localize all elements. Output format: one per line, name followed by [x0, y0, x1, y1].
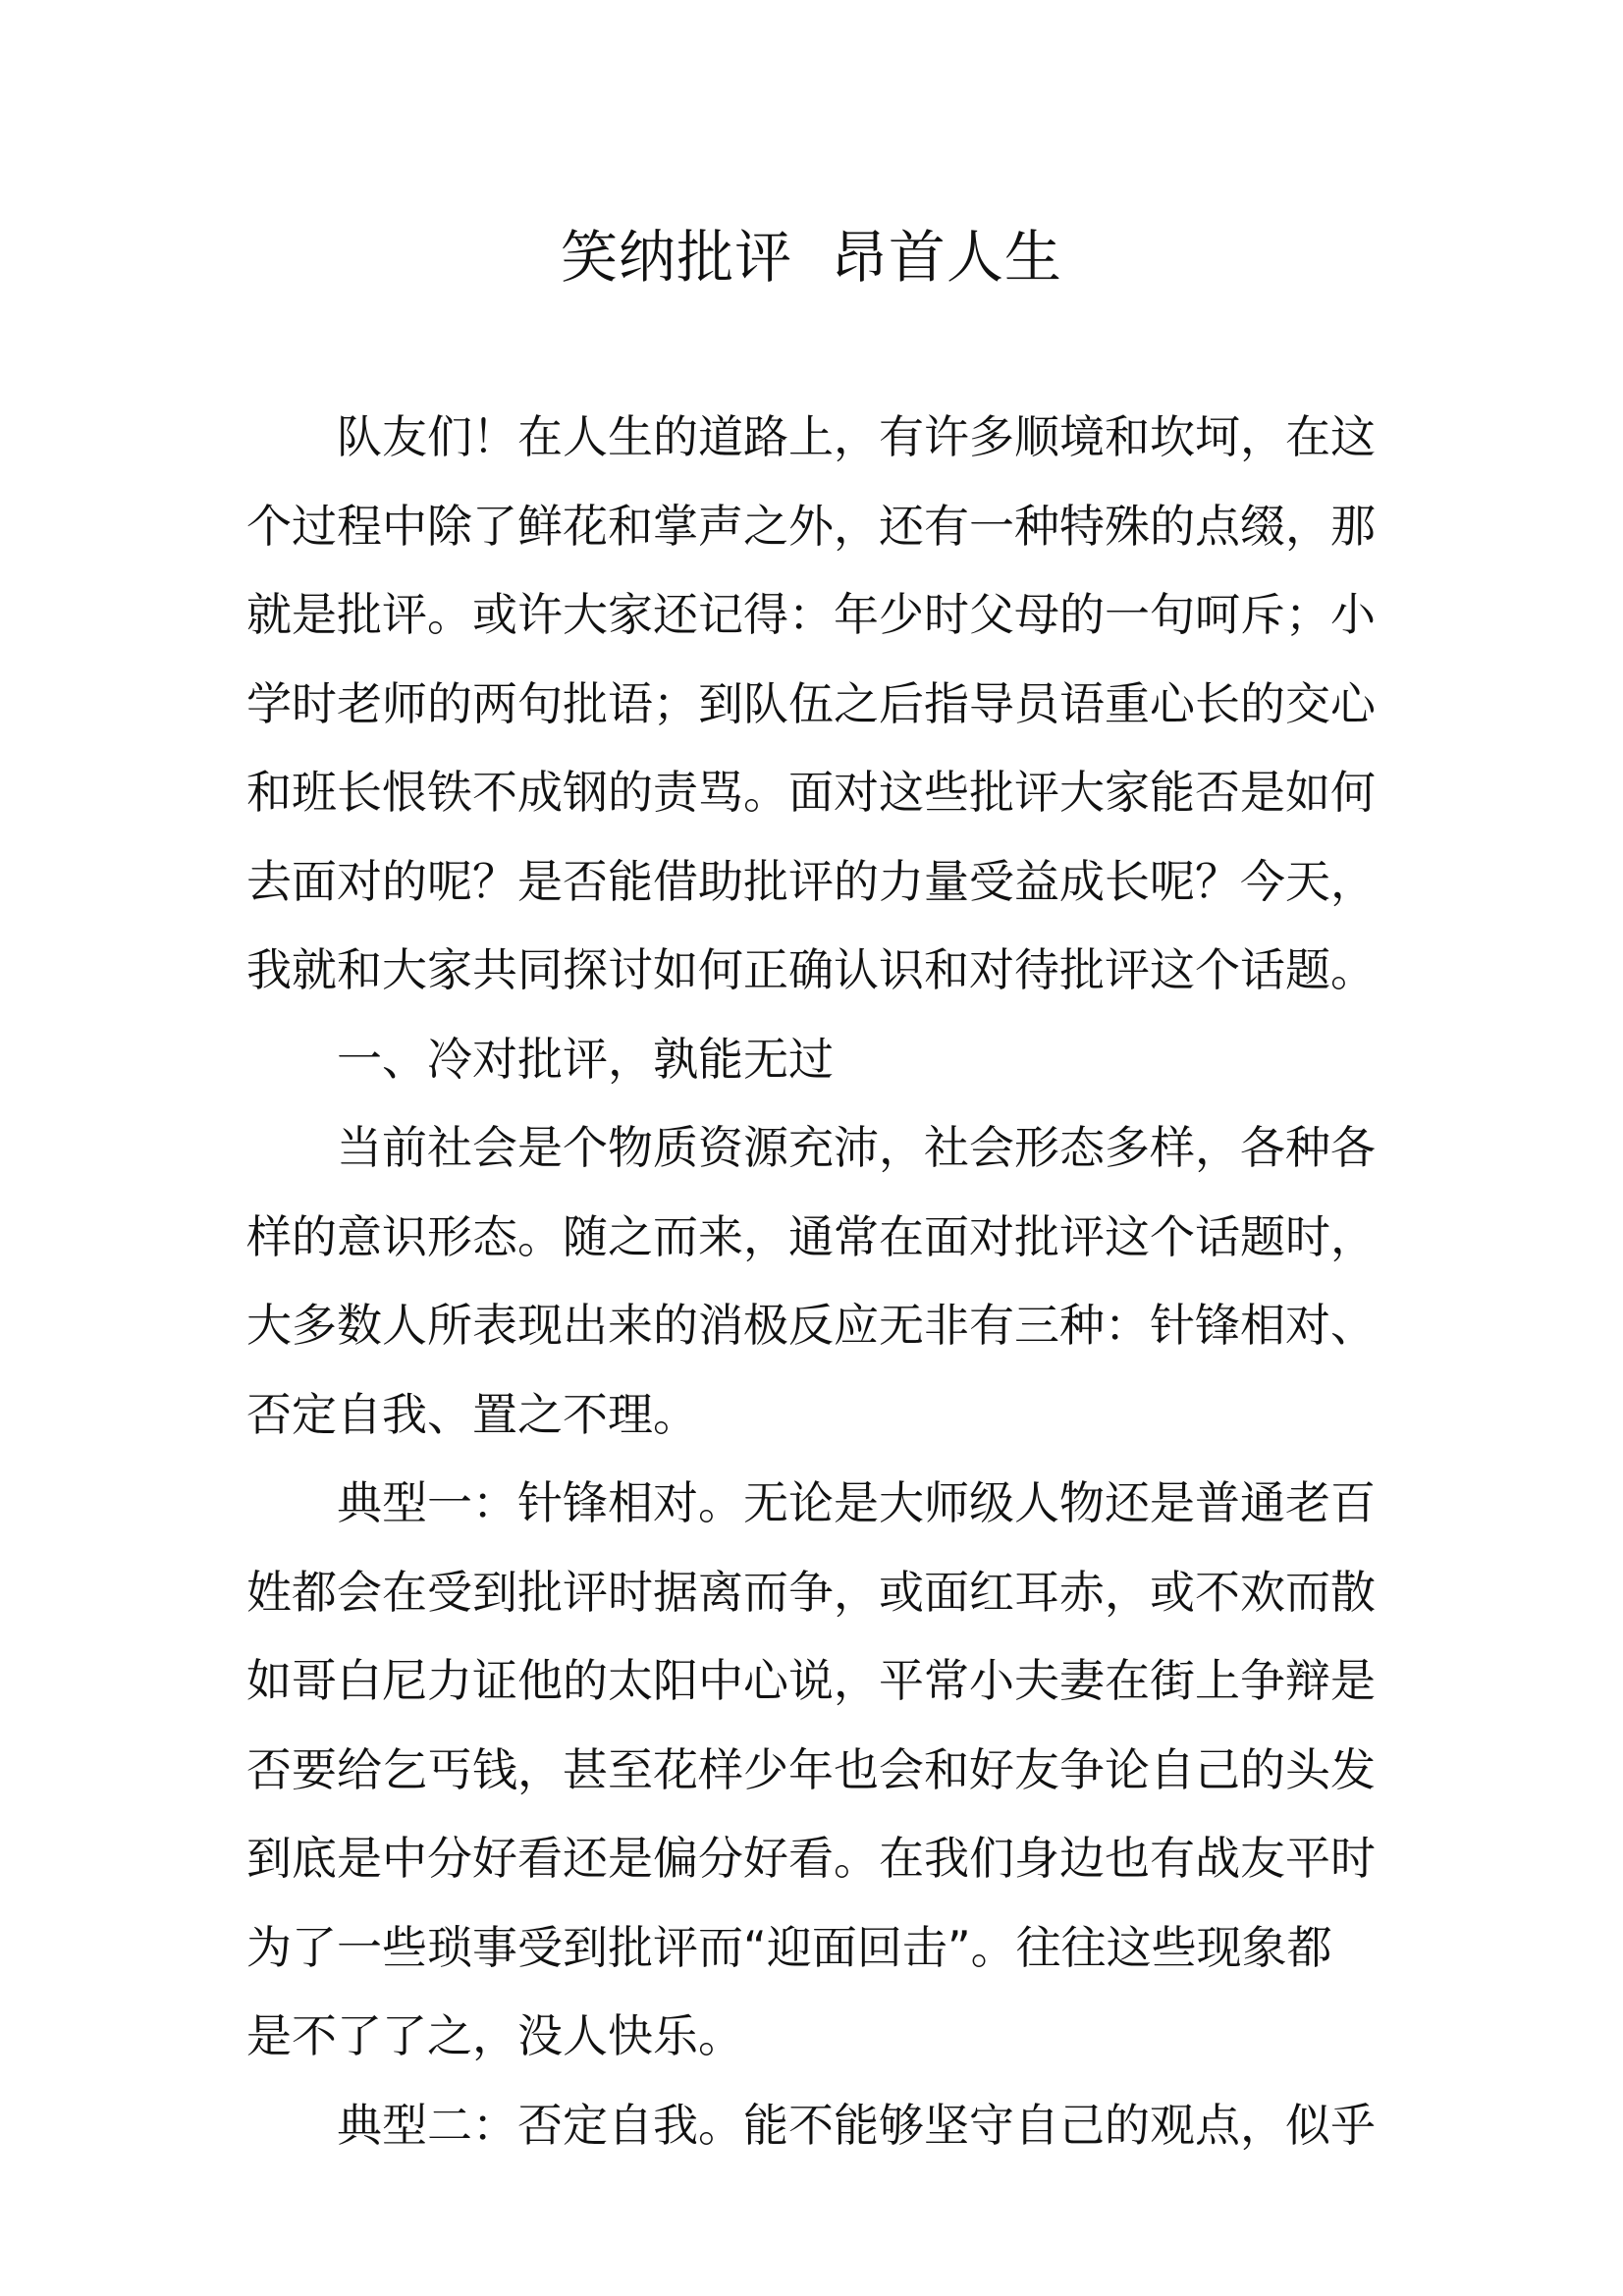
document-title: 笑纳批评 昂首人生 — [561, 224, 1062, 291]
section-heading: 一、冷对批评，孰能无过 — [337, 1032, 834, 1086]
text-line: 就是批评。或许大家还记得：年少时父母的一句呵斥；小 — [246, 588, 1376, 641]
text-line: 是不了了之，没人快乐。 — [246, 2009, 743, 2062]
text-line: 典型二：否定自我。能不能够坚守自己的观点，似乎 — [337, 2098, 1376, 2152]
text-line: 如哥白尼力证他的太阳中心说，平常小夫妻在街上争辩是 — [246, 1654, 1376, 1707]
text-line: 我就和大家共同探讨如何正确认识和对待批评这个话题。 — [246, 943, 1376, 996]
text-line: 为了一些琐事受到批评而“迎面回击”。往往这些现象都 — [246, 1920, 1332, 1974]
document-body — [246, 393, 1387, 2169]
text-line: 样的意识形态。随之而来，通常在面对批评这个话题时， — [246, 1209, 1376, 1263]
text-line: 否定自我、置之不理。 — [246, 1387, 698, 1441]
text-line: 大多数人所表现出来的消极反应无非有三种：针锋相对、 — [246, 1299, 1376, 1352]
text-line: 到底是中分好看还是偏分好看。在我们身边也有战友平时 — [246, 1832, 1376, 1885]
text-line: 学时老师的两句批语；到队伍之后指导员语重心长的交心 — [246, 676, 1376, 730]
text-line: 去面对的呢？是否能借助批评的力量受益成长呢？今天， — [246, 854, 1376, 908]
text-line: 队友们！在人生的道路上，有许多顺境和坎坷，在这 — [337, 410, 1376, 463]
text-line: 典型一：针锋相对。无论是大师级人物还是普通老百 — [337, 1476, 1376, 1529]
text-line: 当前社会是个物质资源充沛，社会形态多样，各种各 — [337, 1121, 1376, 1174]
text-line: 和班长恨铁不成钢的责骂。面对这些批评大家能否是如何 — [246, 766, 1376, 819]
text-line: 个过程中除了鲜花和掌声之外，还有一种特殊的点缀，那 — [246, 499, 1376, 553]
text-line: 否要给乞丐钱，甚至花样少年也会和好友争论自己的头发 — [246, 1742, 1376, 1796]
text-line: 姓都会在受到批评时据离而争，或面红耳赤，或不欢而散 — [246, 1565, 1376, 1619]
